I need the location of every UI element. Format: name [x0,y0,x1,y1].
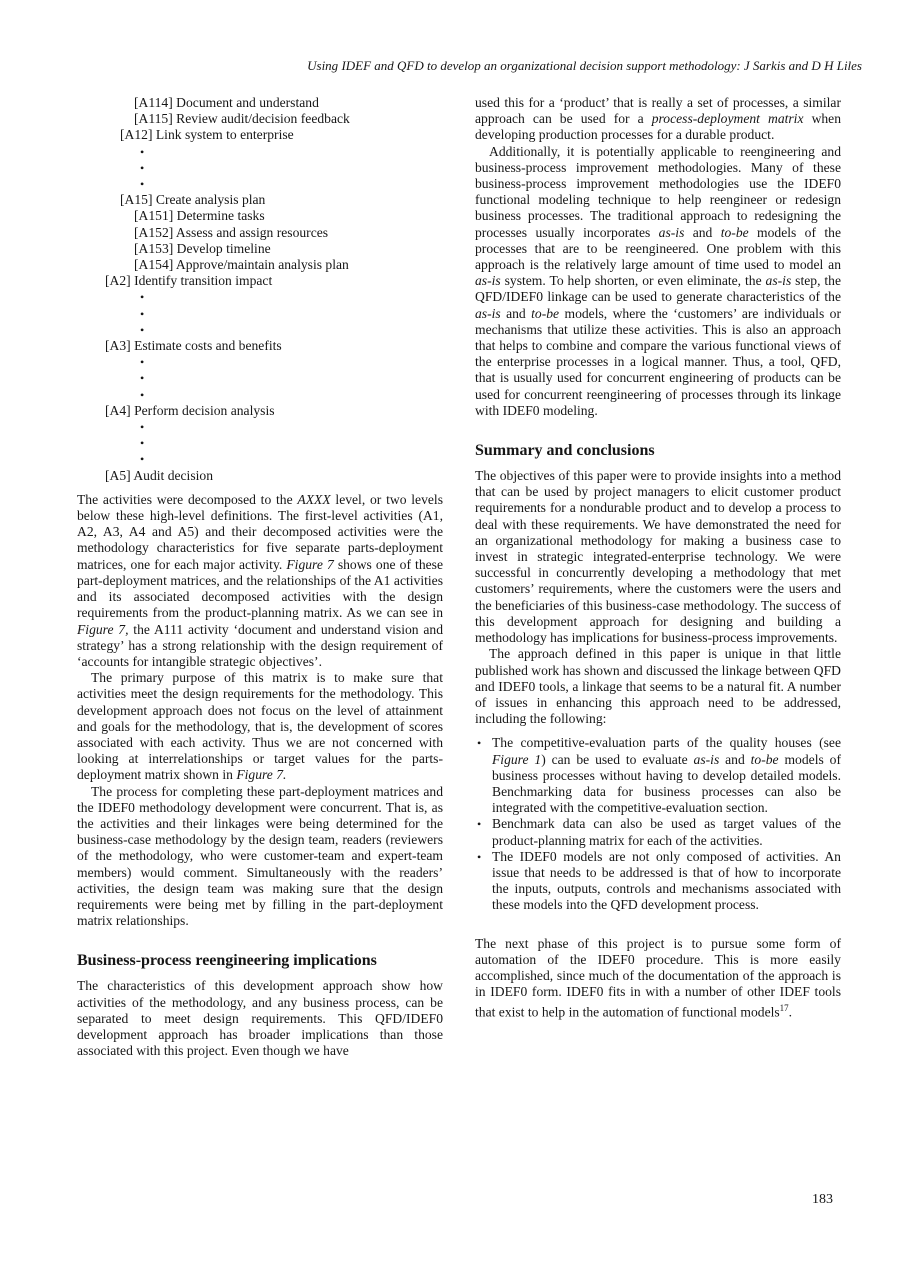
activity-code: [A151] [134,208,174,224]
list-item: • The IDEF0 models are not only composed of activities. An issue that needs to be addressed is that of how to incorporate the inputs, outputs, controls and mechanisms associated with these models into the QFD development process. [477,848,841,913]
paragraph: The approach defined in this paper is unique in that little published work has shown and discussed the linkage between QFD and IDEF0 tools, a linkage that seems to be a natural fit. A number of issues in enhancing this approach need to be addressed, including the following: [475,646,842,727]
outline-ellipsis-dot [77,306,443,322]
activity-label: Determine tasks [176,208,265,224]
outline-item [77,273,443,289]
activity-code: [A4] [105,402,131,418]
activity-code: [A3] [105,338,131,354]
paragraph: Additionally, it is potentially applicable to reengineering and business-process improvement methodologies. Many of these business-process improvement methodologies use the IDEF0 functional modeling technique to help reengineer or redesign business processes. The traditional approach to redesigning the processes usually incorporates as-is and to-be models of the processes that are to be reengineered. One problem with this approach is the relatively large amount of time used to model an as-is system. To help shorten, or even eliminate, the as-is step, the QFD/IDEF0 linkage can be used to generate characteristics of the as-is and to-be models, where the ‘customers’ are individuals or mechanisms that utilize these activities. This is also an approach that helps to combine and compare the various functional views of the enterprise processes in a logical manner. Thus, a tool, QFD, that is usually used for concurrent engineering of products can be used for concurrent reengineering of processes through its linkage with IDEF0 modeling. [475,143,842,418]
bullet-icon: • [477,817,482,832]
paragraph: The objectives of this paper were to provide insights into a method that can be used by project managers to elicit customer product requirements for a nondurable product and to develop a process to deal with these requirements. We have demonstrated the need for an organizational methodology for making a business case to invest in strategic integrated-enterprise technology. We were successful in concurrently developing a methodology that met customers’ requirements, where the customers were the users and the beneficiaries of this business-case methodology. The success of this development approach for designing and building a methodology has implications for business-process improvements. [475,468,841,646]
activity-label: Perform decision analysis [134,402,275,418]
activity-label: Approve/maintain analysis plan [175,257,349,273]
paragraph: The primary purpose of this matrix is to make sure that activities meet the design requirements for the methodology. This development approach does not focus on the level of attainment and goals for the methodology, that is, the development of scores associated with each activity. Thus we are not concerned with looking at interrelationships or target values for the parts-deployment matrix shown in Figure 7. [77,670,443,783]
activity-code: [A154] [134,257,174,273]
page-number: 183 [812,1192,833,1207]
activity-label: Review audit/decision feedback [176,111,350,127]
outline-ellipsis-dot [77,419,443,435]
outline-ellipsis-dot [77,354,443,370]
activity-code: [A153] [134,240,174,256]
activity-code: [A5] [105,467,131,483]
outline-item [77,208,443,224]
activity-code: [A2] [105,273,131,289]
section-heading: Summary and conclusions [475,442,655,460]
activity-label: Create analysis plan [155,192,266,208]
bullet-icon: • [140,322,145,337]
list-item: • The competitive-evaluation parts of the quality houses (see Figure 1) can be used to evaluate as-is and to-be models of business processes without having to develop detailed models. Benchmarking data for business processes can also be integrated with the competitive-evaluation section. [477,735,841,816]
bullet-icon: • [140,160,145,175]
left-column [77,95,443,1059]
bullet-icon: • [140,290,145,305]
bullet-icon: • [140,306,145,321]
outline-ellipsis-dot [77,144,443,160]
bullet-icon: • [140,420,145,435]
bullet-icon: • [140,436,145,451]
outline-ellipsis-dot [77,370,443,386]
activity-code: [A15] [120,192,153,208]
issue-list [475,735,841,913]
outline-ellipsis-dot [77,176,443,192]
activity-label: Develop timeline [176,240,271,256]
outline-item [77,403,443,419]
outline-item [77,225,443,241]
paragraph: used this for a ‘product’ that is really a set of processes, a similar approach can be used for a process-deployment matrix when developing production processes for a durable product. [475,95,842,143]
paragraph: The activities were decomposed to the AXXX level, or two levels below these high-level definitions. The first-level activities (A1, A2, A3, A4 and A5) and their decomposed activities were the methodology characteristics for five separate parts-deployment matrices, one for each major activity. Figure 7 shows one of these part-deployment matrices, and the relationships of the A1 activities and its associated decomposed activities with the design requirements from the product-planning matrix. As we can see in Figure 7, the A111 activity ‘document and understand vision and strategy’ has a strong relationship with the design requirement of ‘accounts for intangible strategic objectives’. [77,491,443,669]
bullet-icon: • [140,387,145,402]
bullet-icon: • [477,849,482,864]
paragraph: The process for completing these part-deployment matrices and the IDEF0 methodology development were concurrent. That is, as the activities and their linkages were being determined for the business-case methodology by the design team, readers (reviewers of the methodology, who were customer-team and expert-team members) would comment. Simultaneously with the readers’ activities, the design team was making sure that the design requirements were being met by filling in the part-deployment matrix relationships. [77,783,444,929]
outline-item [77,192,443,208]
section-heading: Business-process reengineering implications [77,952,377,970]
bullet-icon: • [140,371,145,386]
paragraph: The next phase of this project is to pursue some form of automation of the IDEF0 procedure. This is more easily accomplished, since much of the documentation of the approach is in IDEF0 form. IDEF0 fits in with a number of other IDEF tools that exist to help in the automation of functional models$^{17}$. [475,935,841,1020]
outline-ellipsis-dot [77,435,443,451]
outline-ellipsis-dot [77,387,443,403]
outline-ellipsis-dot [77,160,443,176]
outline-item [77,111,443,127]
bullet-icon: • [477,736,482,751]
outline-item [77,338,443,354]
outline-item [77,468,443,484]
outline-ellipsis-dot [77,322,443,338]
bullet-icon: • [140,452,145,467]
running-head: Using IDEF and QFD to develop an organizational decision support methodology: J Sarkis and D H Liles [307,58,862,73]
bullet-icon: • [140,355,145,370]
outline-item [77,257,443,273]
paragraph: The characteristics of this development approach show how activities of the methodology, and any business process, can be separated to meet design requirements. This QFD/IDEF0 development approach has broader implications than those associated with this project. Even though we have [77,978,443,1059]
outline-ellipsis-dot [77,289,443,305]
outline-item [77,241,443,257]
activity-label: Identify transition impact [134,273,273,289]
activity-code: [A12] [120,127,153,143]
activity-label: Estimate costs and benefits [134,338,282,354]
outline-item [77,95,443,111]
right-column [475,95,841,1021]
activity-label: Document and understand [176,95,319,110]
activity-label: Link system to enterprise [155,127,294,143]
list-item: • Benchmark data can also be used as target values of the product-planning matrix for each of the activities. [477,816,841,848]
activity-outline [77,95,443,484]
outline-ellipsis-dot [77,451,443,467]
bullet-icon: • [140,177,145,192]
activity-label: Audit decision [133,467,213,483]
bullet-icon: • [140,144,145,159]
outline-item [77,127,443,143]
activity-code: [A152] [134,224,174,240]
activity-code: [A114] [134,95,173,110]
activity-label: Assess and assign resources [175,224,329,240]
activity-code: [A115] [134,111,173,127]
